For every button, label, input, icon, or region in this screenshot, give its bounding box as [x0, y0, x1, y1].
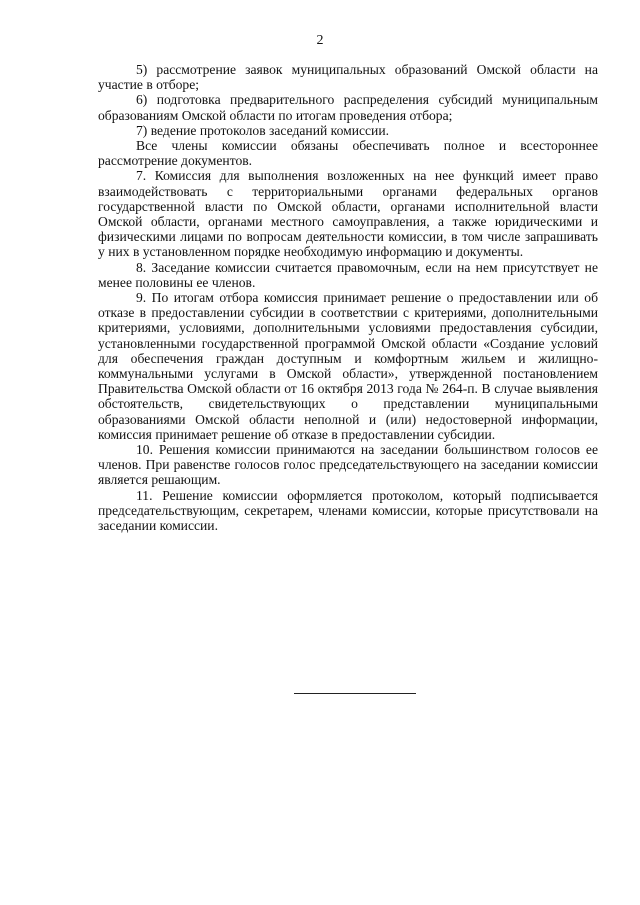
paragraph-item-6: 6) подготовка предварительного распределения субсидий муниципальным образованиям Омской области по итогам проведения отбора; — [98, 92, 598, 123]
document-body — [98, 62, 598, 533]
paragraph-clause-10: 10. Решения комиссии принимаются на заседании большинством голосов ее членов. При равенстве голосов голос председательствующего на заседании комиссии является решающим. — [98, 442, 598, 488]
paragraph-members-duty: Все члены комиссии обязаны обеспечивать полное и всестороннее рассмотрение документов. — [98, 138, 598, 169]
paragraph-clause-9: 9. По итогам отбора комиссия принимает решение о предоставлении или об отказе в предоставлении субсидии в соответствии с критериями, дополнительными критериями, условиями, дополнительными условиями предоставления субсидии, установленными государственной программой Омской области «Создание условий для обеспечения граждан доступным и комфортным жильем и жилищно-коммунальными услугами в Омской области», утвержденной постановлением Правительства Омской области от 16 октября 2013 года № 264-п. В случае выявления обстоятельств, свидетельствующих о представлении муниципальными образованиями Омской области неполной и (или) недостоверной информации, комиссия принимает решение об отказе в предоставлении субсидии. — [98, 290, 598, 442]
paragraph-item-7: 7) ведение протоколов заседаний комиссии. — [136, 122, 389, 138]
paragraph-clause-7: 7. Комиссия для выполнения возложенных на нее функций имеет право взаимодействовать с территориальными органами федеральных органов государственной власти по Омской области, органами исполнительной власти Омской области, органами местного самоуправления, а также юридическими и физическими лицами по вопросам деятельности комиссии, в том числе запрашивать у них в установленном порядке необходимую информацию и документы. — [98, 168, 598, 260]
paragraph-item-5: 5) рассмотрение заявок муниципальных образований Омской области на участие в отборе; — [98, 62, 598, 93]
page-number: 2 — [316, 33, 324, 48]
paragraph-clause-11: 11. Решение комиссии оформляется протоколом, который подписывается председательствующим, секретарем, членами комиссии, которые присутствовали на заседании комиссии. — [98, 487, 598, 534]
end-of-document-rule — [294, 693, 416, 694]
paragraph-clause-8: 8. Заседание комиссии считается правомочным, если на нем присутствует не менее половины ее членов. — [98, 259, 598, 290]
